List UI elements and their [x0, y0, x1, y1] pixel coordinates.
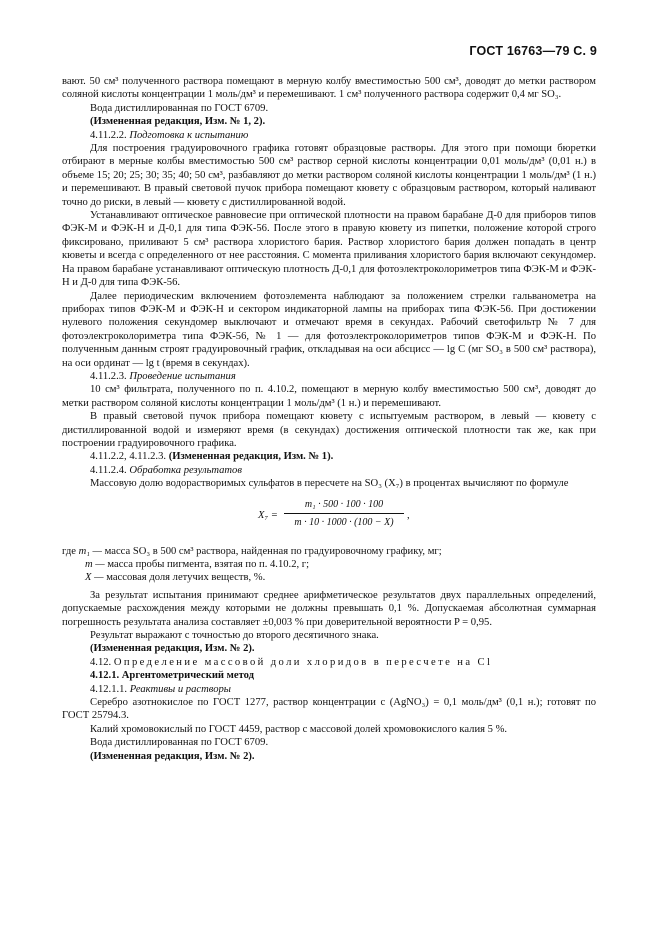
section-heading: [62, 683, 596, 696]
section-number: 4.11.2.3.: [90, 370, 127, 382]
paragraph: 10 см³ фильтрата, полученного по п. 4.10.2, помещают в мерную колбу вместимостью 500 см³, доводят до метки раствором соляной кислоты концентрации 1 моль/дм³ (1 н.) и перемешивают.: [62, 384, 596, 409]
legend-symbol: m —: [85, 559, 105, 570]
paragraph: Серебро азотнокислое по ГОСТ 1277, раствор концентрации c (AgNO₃) = 0,1 моль/дм³ (0,1 н.); готовят по ГОСТ 25794.3.: [62, 697, 596, 722]
section-heading: [62, 464, 596, 477]
paragraph: Вода дистиллированная по ГОСТ 6709.: [90, 737, 269, 749]
page-header: ГОСТ 16763—79 С. 9: [469, 44, 597, 58]
paragraph: Далее периодическим включением фотоэлемента наблюдают за положением стрелки гальванометра на приборах типов ФЭК-М и ФЭК-Н и сектором индикаторной лампы на приборах типа ФЭК-56. При достижении нулевого положения секундомер выключают и отмечают время в секундах. Рабочий светофильтр № 7 для фотоэлектроколориметра типа ФЭК-56, № 1 — для фотоэлектроколориметров типов ФЭК-М и ФЭК-Н. По полученным данным строят градуировочный график, откладывая на оси абсцисс — lg С (мг SO₃ в 500 см³ раствора), на оси ординат — lg t (время в секундах).: [62, 290, 596, 369]
amendment-note: (Измененная редакция, Изм. № 2).: [90, 750, 255, 762]
section-title: Подготовка к испытанию: [129, 129, 249, 141]
subsection-heading: 4.12.1. Аргентометрический метод: [90, 670, 255, 682]
section-number: 4.11.2.2.: [90, 129, 127, 141]
paragraph: Для построения градуировочного графика готовят образцовые растворы. Для этого при помощи бюретки отбирают в мерные колбы вместимостью 500 см³ раствор серной кислоты концентрации 0,01 моль/дм³ (0,01 н.) в объеме 15; 20; 25; 30; 35; 40; 50 см³, разбавляют до метки раствором соляной кислоты концентрации 1 моль/дм³ (1 н.) и перемешивают. В правый световой пучок прибора помещают кювету с образцовым раствором, который наливают точно до риски, в левый — кювету с дистиллированной водой.: [62, 143, 596, 208]
legend-prefix: где: [62, 545, 76, 557]
legend-text: масса SO₃ в 500 см³ раствора, найденная по градуировочному графику, мг;: [104, 545, 442, 557]
paragraph: За результат испытания принимают среднее арифметическое результатов двух параллельных определений, допускаемые расхождения между которыми не должны превышать 0,1 %. Допускаемая абсолютная суммарная погрешность результата анализа составляет ±0,003 % при доверительной вероятности P = 0,95.: [62, 589, 596, 628]
paragraph: Вода дистиллированная по ГОСТ 6709.: [90, 102, 269, 114]
fraction-bar: [284, 513, 404, 514]
section-title: Проведение испытания: [129, 370, 236, 382]
section-number: 4.11.2.4.: [90, 464, 127, 476]
paragraph: Массовую долю водорастворимых сульфатов в пересчете на SO₃ (X₇) в процентах вычисляют по формуле: [90, 478, 569, 490]
paragraph: В правый световой пучок прибора помещают кювету с испытуемым раствором, в левый — кювету с дистиллированной водой и измеряют время (в секундах) достижения оптической плотности так же, как при построении градуировочного графика.: [62, 411, 596, 449]
paragraph: вают. 50 см³ полученного раствора помещают в мерную колбу вместимостью 500 см³, доводят до метки раствором соляной кислоты концентрации 1 моль/дм³ и перемешивают. 1 см³ полученного раствора содержит 0,4 мг SO₃.: [62, 76, 596, 101]
formula: [62, 497, 596, 539]
section-heading: [62, 370, 596, 383]
legend-text: масса пробы пигмента, взятая по п. 4.10.2, г;: [107, 559, 310, 570]
legend-row: [62, 558, 596, 571]
legend-text: массовая доля летучих веществ, %.: [106, 572, 266, 584]
formula-fraction: [284, 498, 404, 530]
section-title: Определение массовой доли хлоридов в пересчете на Cl: [113, 656, 493, 668]
section-number: 4.12.: [90, 656, 112, 668]
legend-symbol: m₁ —: [78, 545, 102, 557]
paragraph: Результат выражают с точностью до второго десятичного знака.: [90, 630, 379, 642]
section-title: Реактивы и растворы: [129, 683, 231, 695]
amendment-note: (Измененная редакция, Изм. № 1).: [168, 451, 334, 463]
section-number: 4.12.1.1.: [90, 683, 128, 695]
amendment-note: (Измененная редакция, Изм. № 1, 2).: [90, 116, 266, 128]
section-title: Обработка результатов: [129, 464, 242, 476]
section-number: 4.11.2.2, 4.11.2.3.: [90, 451, 167, 463]
amendment-line: [62, 450, 596, 463]
legend-symbol: X —: [85, 572, 104, 584]
section-heading: [62, 656, 596, 669]
legend-row: [62, 571, 596, 584]
section-heading: [62, 129, 596, 142]
amendment-note: (Измененная редакция, Изм. № 2).: [90, 643, 255, 655]
formula-numerator: m₁ · 500 · 100 · 100: [304, 498, 384, 510]
paragraph: Устанавливают оптическое равновесие при оптической плотности на правом барабане Д-0 для приборов типов ФЭК-М и ФЭК-Н и Д-0,1 для типа ФЭК-56. После этого в правую кювету из пипетки, положение которой строго фиксировано, приливают 5 см³ раствора хлористого бария. Раствор хлористого бария должен попадать в центр кюветы и всегда с определенного от нее расстояния. С момента приливания хлористого бария включают секундомер. На правом барабане устанавливают оптическую плотность Д-0,1 для фотоэлектроколориметров типа ФЭК-М и ФЭК-Н и Д-0 для типа ФЭК-56.: [62, 210, 596, 289]
document-body: [62, 75, 596, 763]
legend-row: [62, 545, 596, 558]
paragraph: Калий хромовокислый по ГОСТ 4459, раствор с массовой долей хромовокислого калия 5 %.: [90, 723, 508, 735]
formula-legend: [62, 545, 596, 585]
formula-tail: ,: [407, 509, 410, 521]
formula-denominator: m · 10 · 1000 · (100 − X): [294, 517, 394, 528]
formula-lhs: X₇ =: [258, 509, 278, 521]
